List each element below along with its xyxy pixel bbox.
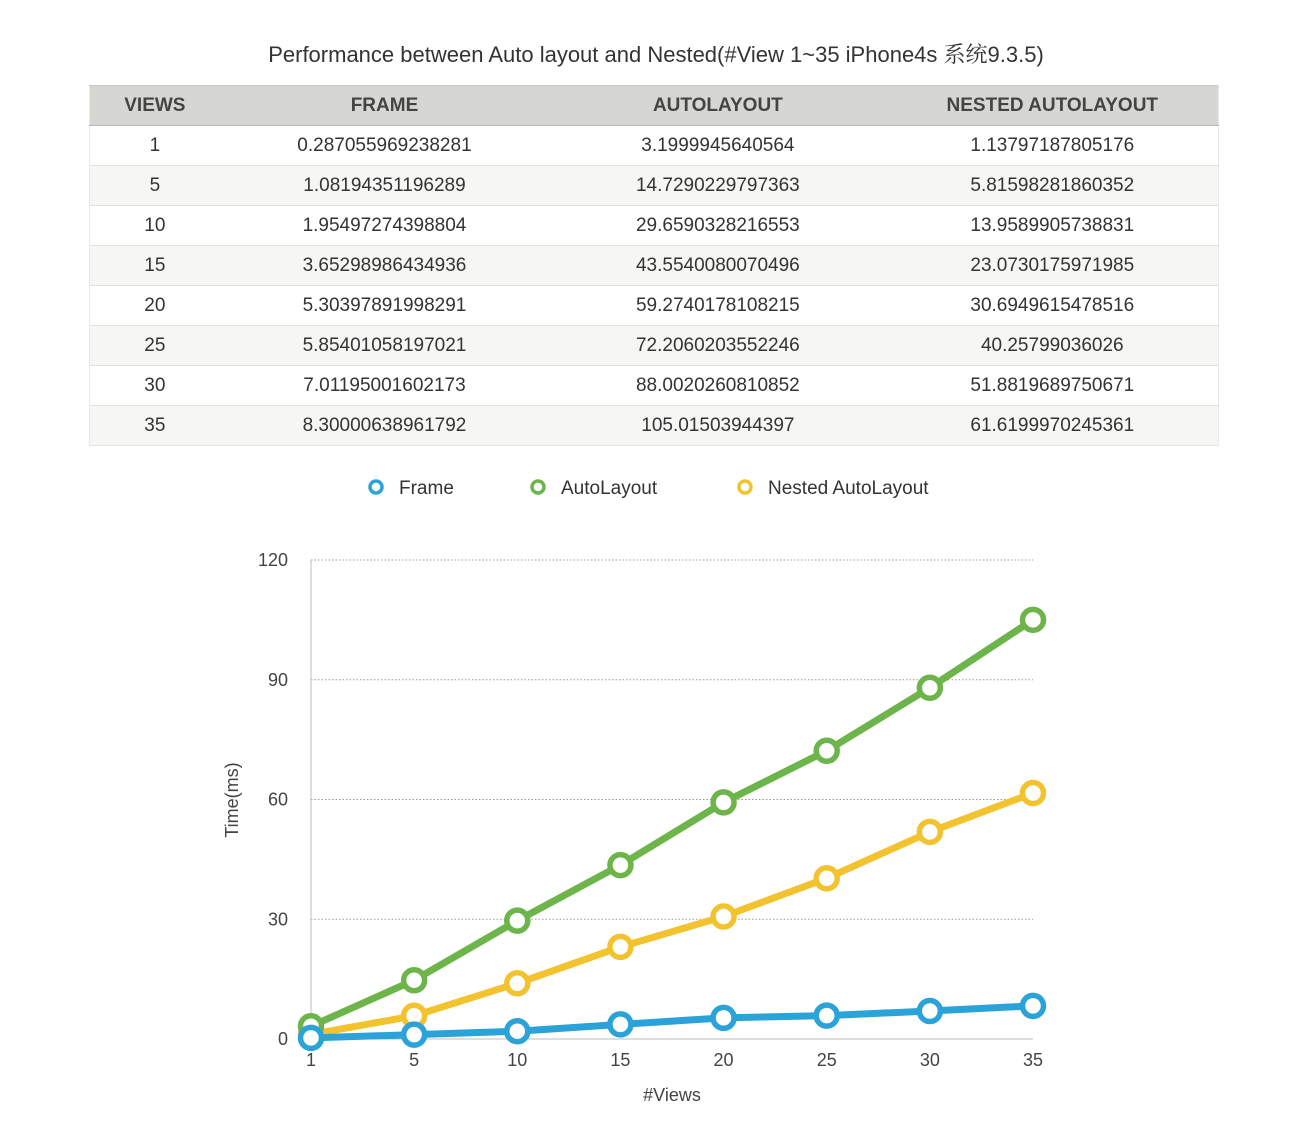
cell-views: 25 bbox=[90, 326, 220, 366]
cell-frame: 5.30397891998291 bbox=[220, 286, 549, 326]
data-point-autolayout bbox=[713, 792, 734, 813]
cell-autolayout: 105.01503944397 bbox=[549, 406, 886, 446]
cell-autolayout: 43.5540080070496 bbox=[549, 246, 886, 286]
cell-frame: 1.95497274398804 bbox=[220, 206, 549, 246]
x-tick-label: 30 bbox=[919, 1050, 940, 1070]
legend-label-autolayout: AutoLayout bbox=[561, 478, 658, 499]
cell-nested-autolayout: 40.25799036026 bbox=[887, 326, 1219, 366]
cell-frame: 0.287055969238281 bbox=[220, 126, 549, 166]
data-point-nested-autolayout bbox=[713, 906, 734, 927]
cell-autolayout: 14.7290229797363 bbox=[549, 166, 886, 206]
y-tick-label: 120 bbox=[257, 550, 288, 570]
legend-label-nested-autolayout: Nested AutoLayout bbox=[768, 478, 929, 499]
cell-views: 5 bbox=[90, 166, 220, 206]
x-tick-label: 5 bbox=[409, 1050, 420, 1070]
y-tick-label: 30 bbox=[267, 909, 288, 930]
data-point-nested-autolayout bbox=[507, 973, 528, 994]
cell-autolayout: 59.2740178108215 bbox=[549, 286, 886, 326]
cell-frame: 1.08194351196289 bbox=[220, 166, 549, 206]
y-tick-label: 0 bbox=[277, 1029, 288, 1049]
x-tick-label: 1 bbox=[305, 1050, 317, 1070]
data-point-autolayout bbox=[507, 910, 528, 931]
x-tick-label: 35 bbox=[1022, 1050, 1044, 1070]
data-point-autolayout bbox=[404, 970, 425, 991]
y-tick-label: 90 bbox=[267, 669, 288, 690]
page-title: Performance between Auto layout and Nested(#View 1~35 iPhone4s 系统9.3.5) bbox=[268, 42, 1044, 67]
cell-nested-autolayout: 13.9589905738831 bbox=[887, 206, 1219, 246]
y-axis-title: Time(ms) bbox=[222, 762, 242, 838]
x-tick-label: 10 bbox=[507, 1050, 528, 1070]
data-point-frame bbox=[1023, 995, 1044, 1016]
cell-nested-autolayout: 30.6949615478516 bbox=[887, 286, 1219, 326]
header-frame: FRAME bbox=[220, 86, 549, 126]
cell-views: 35 bbox=[90, 406, 220, 446]
data-point-frame bbox=[610, 1014, 631, 1035]
legend-marker-nested-autolayout bbox=[739, 481, 751, 493]
x-tick-label: 25 bbox=[816, 1050, 837, 1070]
cell-views: 30 bbox=[90, 366, 220, 406]
header-autolayout: AUTOLAYOUT bbox=[549, 86, 886, 126]
cell-nested-autolayout: 51.8819689750671 bbox=[887, 366, 1219, 406]
x-axis-title: #Views bbox=[643, 1085, 701, 1105]
y-tick-label: 60 bbox=[267, 789, 288, 810]
cell-views: 20 bbox=[90, 286, 220, 326]
legend-marker-frame bbox=[370, 481, 382, 493]
data-point-nested-autolayout bbox=[816, 868, 837, 889]
cell-autolayout: 88.0020260810852 bbox=[549, 366, 886, 406]
data-point-nested-autolayout bbox=[919, 821, 940, 842]
cell-frame: 3.65298986434936 bbox=[220, 246, 549, 286]
cell-frame: 5.85401058197021 bbox=[220, 326, 549, 366]
data-point-frame bbox=[507, 1021, 528, 1042]
cell-nested-autolayout: 23.0730175971985 bbox=[887, 246, 1219, 286]
cell-frame: 8.30000638961792 bbox=[220, 406, 549, 446]
data-point-frame bbox=[404, 1024, 425, 1045]
cell-views: 1 bbox=[90, 126, 220, 166]
cell-frame: 7.01195001602173 bbox=[220, 366, 549, 406]
data-point-frame bbox=[301, 1027, 322, 1048]
data-point-frame bbox=[919, 1001, 940, 1022]
legend-label-frame: Frame bbox=[399, 478, 454, 499]
cell-nested-autolayout: 5.81598281860352 bbox=[887, 166, 1219, 206]
cell-autolayout: 29.6590328216553 bbox=[549, 206, 886, 246]
cell-autolayout: 72.2060203552246 bbox=[549, 326, 886, 366]
cell-autolayout: 3.1999945640564 bbox=[549, 126, 886, 166]
header-views: VIEWS bbox=[90, 86, 220, 126]
cell-views: 15 bbox=[90, 246, 220, 286]
x-tick-label: 15 bbox=[610, 1050, 631, 1070]
data-point-autolayout bbox=[610, 855, 631, 876]
legend-marker-autolayout bbox=[532, 481, 544, 493]
data-point-autolayout bbox=[1023, 609, 1044, 630]
data-point-autolayout bbox=[816, 740, 837, 761]
header-nested-autolayout: NESTED AUTOLAYOUT bbox=[887, 86, 1219, 126]
cell-views: 10 bbox=[90, 206, 220, 246]
data-point-autolayout bbox=[919, 677, 940, 698]
cell-nested-autolayout: 1.13797187805176 bbox=[887, 126, 1219, 166]
data-point-nested-autolayout bbox=[1023, 783, 1044, 804]
cell-nested-autolayout: 61.6199970245361 bbox=[887, 406, 1219, 446]
data-point-nested-autolayout bbox=[610, 936, 631, 957]
data-point-frame bbox=[713, 1007, 734, 1028]
x-tick-label: 20 bbox=[713, 1050, 734, 1070]
data-point-frame bbox=[816, 1005, 837, 1026]
